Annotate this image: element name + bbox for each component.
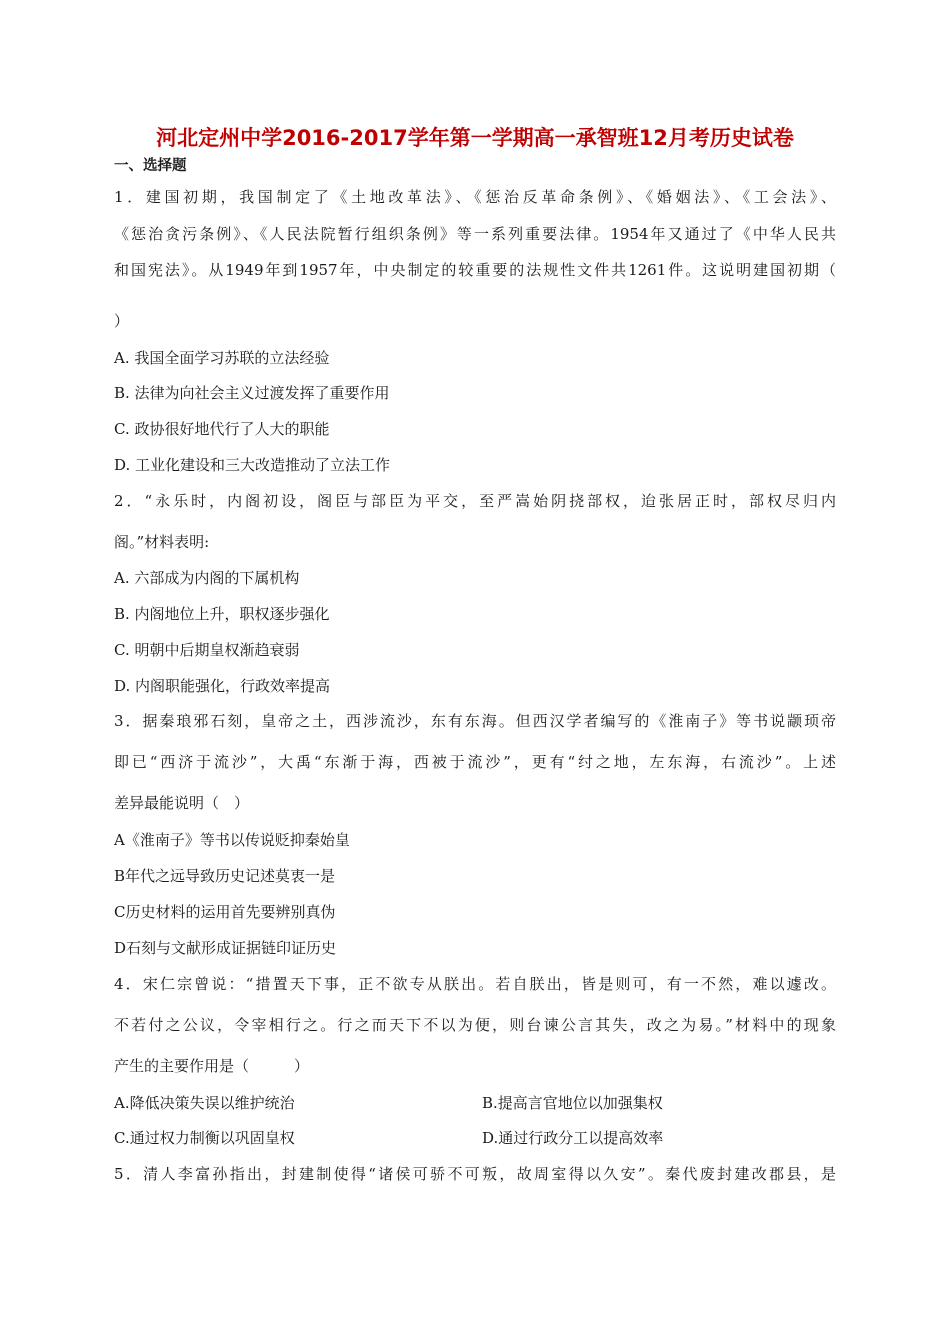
question-4-line-1: 4．宋仁宗曾说：“措置天下事，正不欲专从朕出。若自朕出，皆是则可，有一不然，难以遽改。 xyxy=(114,975,836,993)
question-2-option-d: D. 内阁职能强化，行政效率提高 xyxy=(114,677,331,695)
question-2-option-a: A. 六部成为内阁的下属机构 xyxy=(114,569,300,587)
question-3-line-3: 差异最能说明（ ） xyxy=(114,794,250,812)
question-3-option-d: D石刻与文献形成证据链印证历史 xyxy=(114,939,337,957)
question-3-line-1: 3．据秦琅邪石刻，皇帝之土，西涉流沙，东有东海。但西汉学者编写的《淮南子》等书说颛顼帝 xyxy=(114,712,836,730)
question-4-option-d: D.通过行政分工以提高效率 xyxy=(482,1129,664,1147)
question-1-line-1: 1．建国初期，我国制定了《土地改革法》、《惩治反革命条例》、《婚姻法》、《工会法》、 xyxy=(114,188,836,206)
section-heading: 一、选择题 xyxy=(114,158,187,174)
question-4-option-a: A.降低决策失误以维护统治 xyxy=(114,1094,295,1112)
question-2-line-1: 2．“永乐时，内阁初设，阁臣与部臣为平交，至严嵩始阴挠部权，迨张居正时，部权尽归内 xyxy=(114,492,836,510)
question-2-option-c: C. 明朝中后期皇权渐趋衰弱 xyxy=(114,641,300,659)
question-1-line-2: 《惩治贪污条例》、《人民法院暂行组织条例》等一系列重要法律。1954年又通过了《中华人民共 xyxy=(114,225,836,243)
question-1-option-a: A. 我国全面学习苏联的立法经验 xyxy=(114,349,330,367)
question-2-option-b: B. 内阁地位上升，职权逐步强化 xyxy=(114,605,330,623)
question-3-option-a: A《淮南子》等书以传说贬抑秦始皇 xyxy=(114,831,350,849)
question-1-option-c: C. 政协很好地代行了人大的职能 xyxy=(114,420,330,438)
question-3-option-c: C历史材料的运用首先要辨别真伪 xyxy=(114,903,336,921)
question-5-line-1: 5．清人李富孙指出，封建制使得“诸侯可骄不可叛，故周室得以久安”。秦代废封建改郡县，是 xyxy=(114,1165,836,1183)
question-4-option-c: C.通过权力制衡以巩固皇权 xyxy=(114,1129,295,1147)
question-4-option-b: B.提高言官地位以加强集权 xyxy=(482,1094,663,1112)
question-3-option-b: B年代之远导致历史记述莫衷一是 xyxy=(114,867,336,885)
question-2-line-2: 阁。”材料表明: xyxy=(114,533,210,551)
question-3-line-2: 即已“西济于流沙”，大禹“东渐于海，西被于流沙”，更有“纣之地，左东海，右流沙”。上述 xyxy=(114,753,836,771)
question-1-option-d: D. 工业化建设和三大改造推动了立法工作 xyxy=(114,456,391,474)
question-4-line-2: 不若付之公议，令宰相行之。行之而天下不以为便，则台谏公言其失，改之为易。”材料中的现象 xyxy=(114,1016,836,1034)
question-1-line-4: ） xyxy=(114,312,130,330)
question-1-option-b: B. 法律为向社会主义过渡发挥了重要作用 xyxy=(114,384,390,402)
question-1-line-3: 和国宪法》。从1949年到1957年，中央制定的较重要的法规性文件共1261件。这说明建国初期（ xyxy=(114,261,836,279)
page-title: 河北定州中学2016-2017学年第一学期高一承智班12月考历史试卷 xyxy=(156,126,794,150)
question-4-line-3: 产生的主要作用是（ ） xyxy=(114,1057,310,1075)
